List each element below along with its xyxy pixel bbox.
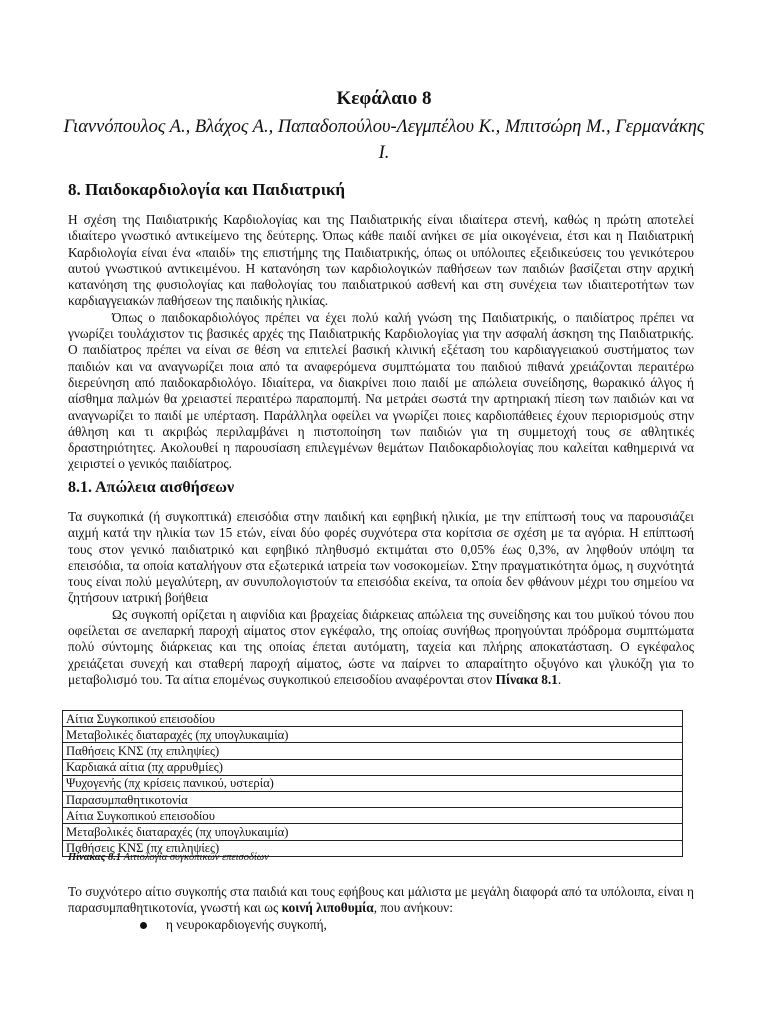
paragraph-text: Το συχνότερο αίτιο συγκοπής στα παιδιά και τους εφήβους και μάλιστα με μεγάλη διαφορά από τα υπόλοιπα, είναι η παρασυμπαθητικοτονία, γνωστή και ως	[68, 884, 694, 916]
table-cell: Αίτια Συγκοπικού επεισοδίου	[63, 808, 683, 824]
table-cell: Παρασυμπαθητικοτονία	[63, 791, 683, 807]
section-8-1-continuation	[68, 884, 694, 917]
table-row	[63, 743, 683, 759]
table-cell: Παθήσεις ΚΝΣ (πχ επιληψίες)	[63, 743, 683, 759]
table-row	[63, 759, 683, 775]
table-reference: Πίνακα 8.1	[495, 671, 558, 687]
paragraph: Όπως ο παιδοκαρδιολόγος πρέπει να έχει πολύ καλή γνώση της Παιδιατρικής, ο παιδίατρος πρέπει να γνωρίζει τουλάχιστον τις βασικές αρχές της Παιδιατρικής Καρδιολογίας για την ασφαλή άσκηση της Παιδιατρικής. Ο παιδίατρος πρέπει να είναι σε θέση να επιτελεί βασική κλινική εξέταση του καρδιαγγειακού συστήματος των παιδιών και να αναγνωρίζει ποια από τα αναφερόμενα συμπτώματα του παιδιού πιθανά χρειάζονται περαιτέρω διερεύνηση από παιδοκαρδιολόγο. Ιδιαίτερα, να διακρίνει ποιο παιδί με απώλεια συνείδησης, θωρακικό άλγος ή αίσθημα παλμών θα χρειαστεί περαιτέρω παραπομπή. Να μετράει σωστά την αρτηριακή πίεση των παιδιών και να αναγνωρίζει το παιδί με υπέρταση. Παράλληλα οφείλει να γνωρίζει ποιες καρδιοπάθειες έχουν περιορισμούς στην άθληση και τι ακριβώς περιλαμβάνει η πιστοποίηση των παιδιών για τη συμμετοχή τους σε αθλητικές δραστηριότητες. Ακολουθεί η παρουσίαση επιλεγμένων θεμάτων Παιδοκαρδιολογίας που καλείται καθημερινά να χειριστεί ο γενικός παιδίατρος.	[68, 309, 694, 472]
chapter-title: Κεφάλαιο 8	[336, 88, 432, 109]
table-cell: Καρδιακά αίτια (πχ αρρυθμίες)	[63, 759, 683, 775]
paragraph-text: Ως συγκοπή ορίζεται η αιφνίδια και βραχείας διάρκειας απώλεια της συνείδησης και του μυϊκού τόνου που οφείλεται σε ανεπαρκή παροχή αίματος στον εγκέφαλο, της οποίας συνήθως προηγούνται πρόδρομα συμπτώματα πολύ σύντομης διάρκειας και της οποίας έπεται αυτόματη, ταχεία και πλήρης αποκατάσταση. Ο εγκέφαλος χρειάζεται συνεχή και σταθερή παροχή αίματος, ώστε να παίρνει το απαραίτητο οξυγόνο και γλυκόζη για το μεταβολισμό του. Τα αίτια επομένως συγκοπικού επεισοδίου αναφέρονται στον	[68, 606, 694, 687]
table-cell: Αίτια Συγκοπικού επεισοδίου	[63, 711, 683, 727]
caption-label: Πίνακας 8.1	[68, 852, 122, 863]
section-8-1-body	[68, 509, 694, 688]
table-cell: Ψυχογενής (πχ κρίσεις πανικού, υστερία)	[63, 775, 683, 791]
list-item-text: η νευροκαρδιογενής συγκοπή,	[166, 917, 327, 932]
table-cell: Μεταβολικές διαταραχές (πχ υπογλυκαιμία)	[63, 824, 683, 840]
paragraph	[68, 607, 694, 688]
table-cell: Μεταβολικές διαταραχές (πχ υπογλυκαιμία)	[63, 727, 683, 743]
paragraph-end: .	[557, 671, 562, 687]
table-row	[63, 775, 683, 791]
section-heading-8: 8. Παιδοκαρδιολογία και Παιδιατρική	[68, 180, 346, 199]
table-row	[63, 727, 683, 743]
table-row	[63, 791, 683, 807]
section-heading-8-1: 8.1. Απώλεια αισθήσεων	[68, 479, 235, 496]
bold-term: κοινή λιποθυμία	[281, 900, 374, 916]
table-row	[63, 808, 683, 824]
authors: Γιαννόπουλος Α., Βλάχος Α., Παπαδοπούλου-Λεγμπέλου Κ., Μπιτσώρη Μ., Γερμανάκης Ι.	[63, 117, 705, 163]
paragraph: Τα συγκοπικά (ή συγκοπτικά) επεισόδια στην παιδική και εφηβική ηλικία, με την επίπτωσή τους να παρουσιάζει αιχμή κατά την ηλικία των 15 ετών, είναι δύο φορές συχνότερα στα κορίτσια σε σχέση με τα αγόρια. Η επίπτωσή τους στον γενικό παιδιατρικό και εφηβικό πληθυσμό εκτιμάται στο 0,05% έως 0,3%, αν ληφθούν υπόψη τα επεισόδια, τα οποία καταλήγουν στα εξωτερικά ιατρεία των νοσοκομείων. Στην πραγματικότητα όμως, η συχνότητά τους είναι πολύ μεγαλύτερη, αν συνυπολογιστούν τα επεισόδια εκείνα, τα οποία δεν φθάνουν μέχρι του σημείου να ζητήσουν ιατρική βοήθεια	[68, 509, 694, 606]
syncope-causes-table	[62, 710, 683, 857]
table-caption	[68, 852, 269, 863]
paragraph: Η σχέση της Παιδιατρικής Καρδιολογίας και της Παιδιατρικής είναι ιδιαίτερα στενή, καθώς η πρώτη αποτελεί ιδιαίτερο γνωστικό αντικείμενο της δεύτερης. Όπως κάθε παιδί ανήκει σε μία οικογένεια, έτσι και η Παιδιατρική Καρδιολογία είναι ένα «παιδί» της επιστήμης της Παιδιατρικής, όπως οι υπόλοιπες εξειδικεύσεις του γενικότερου αυτού γνωστικού αντικειμένου. Η κατανόηση των καρδιολογικών παθήσεων των παιδιών βασίζεται στην αρχική κατανόηση της φυσιολογίας και παθολογίας του παιδιατρικού ασθενή και στη συνέχεια των ιδιαιτεροτήτων των καρδιαγγειακών παθήσεων της παιδικής ηλικίας.	[68, 212, 694, 309]
list-item	[140, 917, 327, 933]
paragraph-end: , που ανήκουν:	[373, 900, 453, 916]
table-row	[63, 824, 683, 840]
section-8-body	[68, 212, 694, 473]
bullet-icon	[140, 922, 147, 929]
caption-text: Αιτιολογία συγκοπικών επεισοδίων	[123, 852, 269, 863]
table-row	[63, 711, 683, 727]
table-cell: Παθήσεις ΚΝΣ (πχ επιληψίες)	[63, 840, 683, 856]
